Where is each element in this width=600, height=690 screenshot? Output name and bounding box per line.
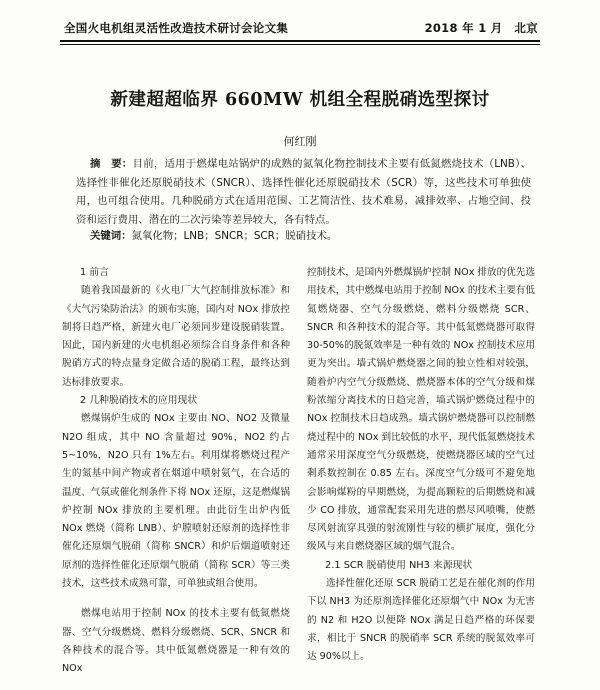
- body-column-left: [62, 264, 290, 679]
- running-header-date: 2018 年 1 月 北京: [424, 21, 538, 35]
- paragraph-scr: 选择性催化还原 SCR 脱硝工艺是在催化剂的作用下以 NH3 为还原剂选择催化还原烟气中 NOx 为无害的 N2 和 H2O 以便降 NOx 满足日趋严格的环保要求，相比于 SNCR 的脱硝率 SCR 系统的脱氮效率可达 90%以上。: [307, 578, 535, 663]
- section-heading-techniques: 2 几种脱硝技术的应用现状: [80, 395, 198, 407]
- paragraph-control-methods: 燃煤电站用于控制 NOx 的技术主要有低氮燃烧器、空气分级燃烧、燃料分级燃烧、SCR、SNCR 和各种技术的混合等。其中低氮燃烧器是一种有效的 NOx: [62, 608, 290, 675]
- abstract-block: [76, 155, 531, 229]
- keywords-text: 氮氧化物；LNB；SNCR；SCR；脱硝技术。: [131, 230, 338, 242]
- abstract-text: 目前，适用于燃煤电站锅炉的成熟的氮氧化物控制技术主要有低氮燃烧技术（LNB）、选择性非催化还原脱硝技术（SNCR）、选择性催化还原脱硝技术（SCR）等，这些技术可单独使用，也可组合使用。几种脱硝方式在适用范围、工艺简洁性、技术难易、减排效率、占地空间、投资和运行费用、潜在的二次污染等差异较大，各有特点。: [76, 158, 531, 226]
- paragraph-mechanism: 燃煤锅炉生成的 NOx 主要由 NO、NO2 及微量 N2O 组成，其中 NO 含量超过 90%，NO2 约占 5~10%，N2O 只有 1%左右。利用煤将燃烧过程产生的氮基中间产物或者在烟道中喷射氨气，在合适的温度、气氛或催化剂条件下将 NOx 还原，这是燃煤锅炉控制 NOx 排放的主要机理。由此衍生出炉内低 NOx 燃烧（简称 LNB）、炉膛喷射还原剂的选择性非催化还原烟气脱硝（简称 SNCR）和炉后烟道喷射还原剂的选择性催化还原烟气脱硝（简称 SCR）等三类技术，这些技术成熟可靠，可单独或组合使用。: [62, 413, 290, 590]
- keywords-block: [90, 227, 530, 242]
- body-column-right: [307, 264, 535, 667]
- paragraph-intro: 随着我国最新的《火电厂大气控制排放标准》和《大气污染防治法》的颁布实施，国内对 NOx 排放控制将日趋严格，新建火电厂必须同步建设脱硝装置。因此，国内新建的火电机组必须综合自身条件和各种脱硝方式的特点量身定做合适的脱硝工程，最终达到达标排放要求。: [62, 285, 290, 388]
- paragraph-lnb-continued: 控制技术，是国内外燃煤锅炉控制 NOx 排放的优先选用技术，其中燃煤电站用于控制 NOx 的技术主要有低氮燃烧器、空气分级燃烧、燃料分级燃烧 SCR、SNCR 和各种技术的混合等。其中低氮燃烧器可取得 30-50%的脱氮效率是一种有效的 NOx 控制技术应用更为突出。墙式锅炉燃烧器之间的独立性相对较强，随着炉内空气分级燃烧、燃烧器本体的空气分级和煤粉浓缩分离技术的日趋完善，墙式锅炉燃烧过程中的 NOx 控制技术日趋成熟。墙式锅炉燃烧器可以控制燃烧过程中的 NOx 到比较低的水平，现代低氮燃烧技术通常采用深度空气分级燃烧，使燃烧器区域的空气过剩系数控制在 0.85 左右。深度空气分级可不避免地会影响煤粉的早期燃烧，为提高颗粒的后期燃烧和减少 CO 排放，通常配套采用先进的燃尽风喷嘴，使燃尽风射流穿具强的射流刚性与较的横扩展度，强化分级风与来自燃烧器区域的烟气混合。: [307, 267, 535, 553]
- abstract-label: 摘 要：: [90, 158, 133, 170]
- section-heading-intro: 1 前言: [80, 267, 109, 278]
- abstract-indent: [76, 158, 90, 170]
- paper-author: 何红刚: [283, 135, 317, 148]
- section-heading-scr-nh3: 2.1 SCR 脱硝使用 NH3 来源现状: [325, 559, 473, 571]
- paragraph-gap: [62, 593, 290, 605]
- header-rule-thin: [60, 44, 540, 45]
- keywords-label: 关键词：: [90, 230, 132, 242]
- header-rule-thick: [60, 40, 540, 42]
- paper-title: 新建超超临界 660MW 机组全程脱硝选型探讨: [110, 90, 490, 110]
- running-header-proceedings: 全国火电机组灵活性改造技术研讨会论文集: [64, 21, 289, 35]
